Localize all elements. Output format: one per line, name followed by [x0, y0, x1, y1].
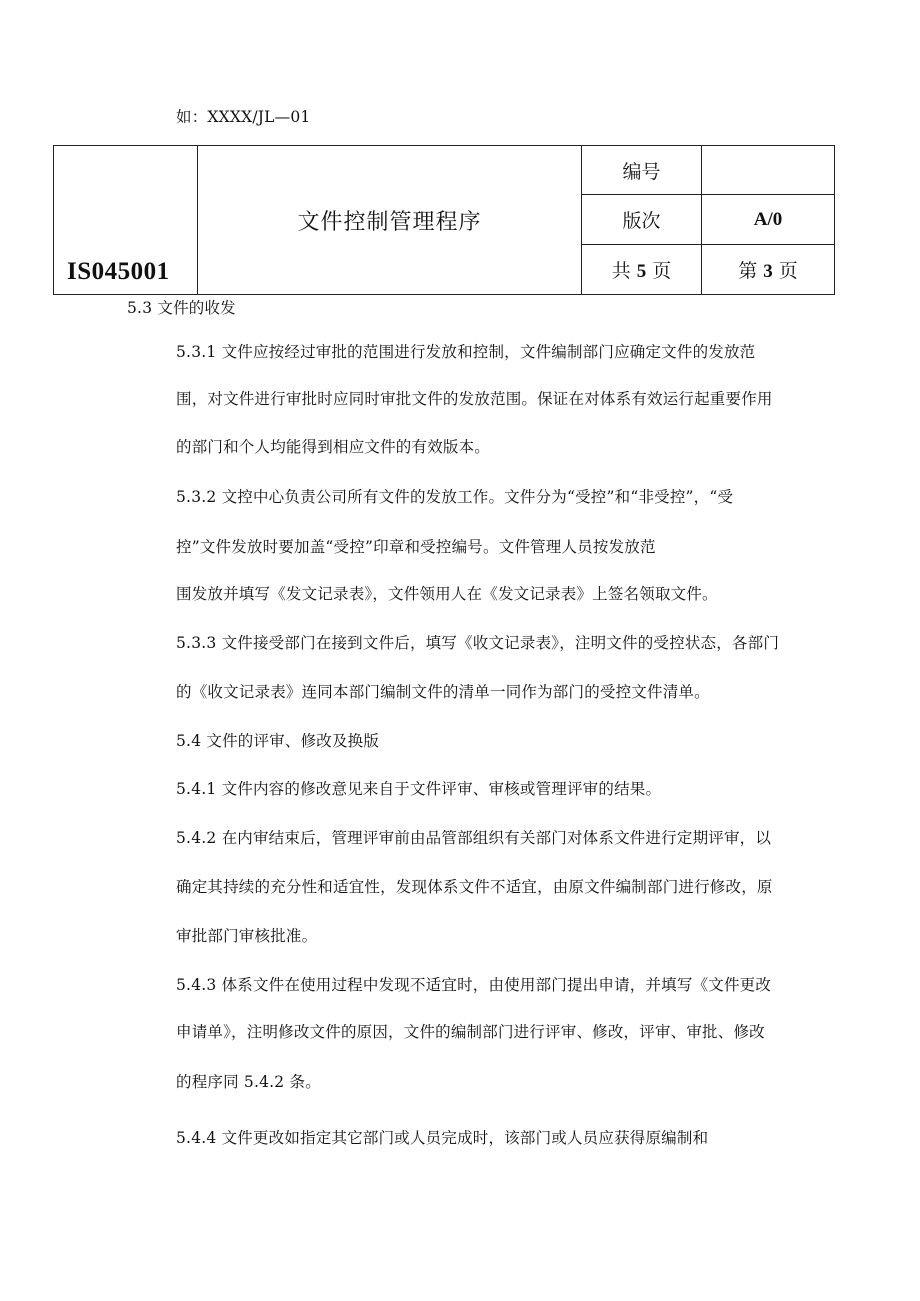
current-page: 3	[763, 261, 773, 282]
number-label: 编号	[582, 146, 702, 195]
section-heading: 5.4 文件的评审、修改及换版	[176, 732, 380, 750]
paragraph-line: 5.3.1 文件应按经过审批的范围进行发放和控制，文件编制部门应确定文件的发放范	[176, 343, 756, 361]
paragraph-line: 围发放并填写《发文记录表》，文件领用人在《发文记录表》上签名领取文件。	[176, 585, 718, 603]
paragraph-line: 5.3.2 文控中心负责公司所有文件的发放工作。文件分为“受控”和“非受控”，“受	[176, 488, 734, 506]
current-page-cell	[702, 245, 835, 295]
paragraph-line: 申请单》，注明修改文件的原因，文件的编制部门进行评审、修改，评审、审批、修改	[176, 1023, 765, 1041]
total-pages-cell	[582, 245, 702, 295]
paragraph-line: 5.4.3 体系文件在使用过程中发现不适宜时，由使用部门提出申请，并填写《文件更改	[176, 976, 772, 994]
company-code: IS045001	[54, 146, 198, 295]
current-suffix: 页	[778, 260, 798, 282]
document-title: 文件控制管理程序	[198, 146, 582, 295]
total-prefix: 共	[611, 260, 631, 282]
document-header-table	[53, 145, 835, 295]
paragraph-line: 的部门和个人均能得到相应文件的有效版本。	[176, 438, 491, 456]
paragraph-line: 的程序同 5.4.2 条。	[176, 1073, 321, 1091]
paragraph-line: 5.4.2 在内审结束后，管理评审前由品管部组织有关部门对体系文件进行定期评审，以	[176, 829, 772, 847]
paragraph-line: 确定其持续的充分性和适宜性，发现体系文件不适宜，由原文件编制部门进行修改，原	[176, 878, 773, 896]
version-value: A/0	[702, 195, 835, 245]
paragraph-line: 控”文件发放时要加盖“受控”印章和受控编号。文件管理人员按发放范	[176, 538, 656, 556]
paragraph-line: 围，对文件进行审批时应同时审批文件的发放范围。保证在对体系有效运行起重要作用	[176, 390, 773, 408]
paragraph-line: 5.4.4 文件更改如指定其它部门或人员完成时，该部门或人员应获得原编制和	[176, 1129, 709, 1147]
total-pages: 5	[636, 261, 647, 282]
paragraph-line: 的《收文记录表》连同本部门编制文件的清单一同作为部门的受控文件清单。	[176, 683, 710, 701]
section-heading: 5.3 文件的收发	[127, 299, 236, 317]
record-number-example: 如：XXXX/JL—01	[176, 108, 311, 126]
total-suffix: 页	[652, 260, 672, 282]
number-value	[702, 146, 835, 195]
current-prefix: 第	[738, 260, 758, 282]
paragraph-line: 5.3.3 文件接受部门在接到文件后，填写《收文记录表》，注明文件的受控状态，各部门	[176, 634, 780, 652]
paragraph-line: 审批部门审核批准。	[176, 927, 318, 945]
paragraph-line: 5.4.1 文件内容的修改意见来自于文件评审、审核或管理评审的结果。	[176, 780, 662, 798]
version-label: 版次	[582, 195, 702, 245]
